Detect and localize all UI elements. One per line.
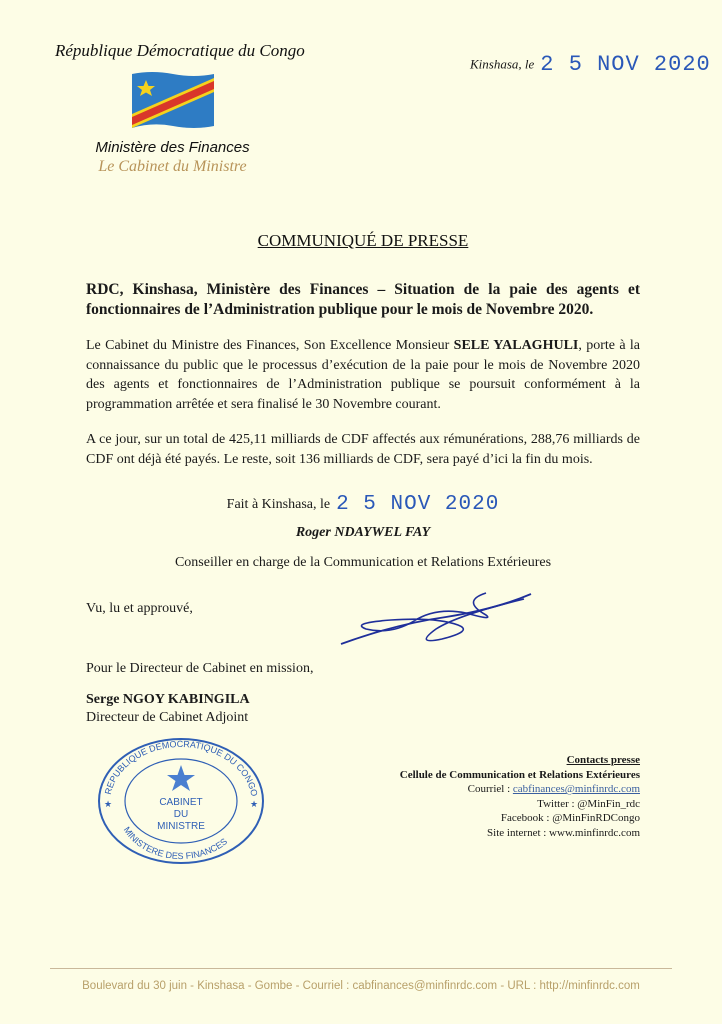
contacts-site: Site internet : www.minfinrdc.com bbox=[487, 826, 640, 839]
seal-contacts-row bbox=[86, 735, 640, 865]
drc-flag-icon bbox=[130, 70, 216, 132]
contacts-email-row bbox=[400, 782, 640, 797]
handwritten-signature-icon bbox=[336, 589, 536, 649]
subject-line: RDC, Kinshasa, Ministère des Finances – Situation de la paie des agents et fonctionnaires de l’Administration publique pour le mois de Novembre 2020. bbox=[86, 281, 640, 318]
contacts-title: Contacts presse bbox=[566, 754, 640, 767]
signature-date-stamp: 2 5 NOV 2020 bbox=[336, 493, 500, 516]
approver-name: Serge NGOY KABINGILA bbox=[86, 692, 250, 708]
on-behalf-text: Pour le Directeur de Cabinet en mission, bbox=[86, 661, 314, 677]
footer-address: Boulevard du 30 juin - Kinshasa - Gombe - Courriel : cabfinances@minfinrdc.com - URL : http://minfinrdc.com bbox=[82, 980, 640, 992]
cabinet-name: Le Cabinet du Ministre bbox=[98, 158, 247, 175]
body-paragraph-1 bbox=[86, 336, 640, 414]
body-text: Le Cabinet du Ministre des Finances, Son Excellence Monsieur bbox=[86, 338, 454, 353]
official-seal-icon bbox=[96, 735, 266, 865]
footer bbox=[0, 968, 722, 993]
approval-text: Vu, lu et approuvé, bbox=[86, 601, 193, 617]
email-label: Courriel : bbox=[467, 783, 513, 796]
main-content bbox=[0, 200, 722, 865]
document-heading: COMMUNIQUÉ DE PRESSE bbox=[257, 231, 469, 250]
contacts-cell: Cellule de Communication et Relations Extérieures bbox=[399, 768, 640, 781]
contacts-facebook: Facebook : @MinFinRDCongo bbox=[500, 812, 640, 825]
fait-label: Fait à Kinshasa, le bbox=[226, 497, 331, 513]
signer-name: Roger NDAYWEL FAY bbox=[295, 525, 431, 541]
body-paragraph-2: A ce jour, sur un total de 425,11 milliards de CDF affectés aux rémunérations, 288,76 milliards de CDF ont déjà été payés. Le reste, soit 136 milliards de CDF, sera payé d’ici la fin du mois. bbox=[86, 432, 640, 467]
seal-center-line-1: CABINET bbox=[159, 797, 203, 809]
date-line bbox=[470, 52, 711, 77]
country-title: République Démocratique du Congo bbox=[55, 41, 305, 60]
seal-center-line-2: DU bbox=[173, 809, 189, 821]
seal-top-text: REPUBLIQUE DEMOCRATIQUE DU CONGO bbox=[102, 739, 260, 798]
fait-line bbox=[86, 495, 640, 515]
approver-role: Directeur de Cabinet Adjoint bbox=[86, 710, 249, 726]
seal-star-icon bbox=[167, 765, 195, 791]
email-link[interactable]: cabfinances@minfinrdc.com bbox=[512, 783, 640, 796]
seal-center-line-3: MINISTRE bbox=[157, 821, 205, 833]
signer-role: Conseiller en charge de la Communication et Relations Extérieures bbox=[174, 555, 552, 571]
body-text: , porte à la connaissance du public que le processus d’exécution de la paie pour le mois de Novembre 2020 des agents et fonctionnaires de l’Administration publique se poursuit conformément à la programmation arrêtée et sera finalisé le 30 Novembre courant. bbox=[86, 338, 641, 412]
letterhead-header bbox=[0, 0, 722, 200]
seal-star-left-icon: ★ bbox=[104, 799, 113, 810]
seal-bottom-text: MINISTERE DES FINANCES bbox=[121, 825, 230, 862]
press-contacts bbox=[400, 735, 640, 840]
approval-row bbox=[86, 599, 640, 639]
seal-star-right-icon: ★ bbox=[250, 799, 259, 810]
ministry-name: Ministère des Finances bbox=[95, 139, 250, 156]
letterhead bbox=[55, 40, 305, 177]
contacts-twitter: Twitter : @MinFin_rdc bbox=[537, 797, 640, 810]
footer-divider bbox=[50, 968, 672, 969]
place-date-label: Kinshasa, le bbox=[470, 56, 535, 72]
date-stamp: 2 5 NOV 2020 bbox=[540, 52, 711, 77]
signature-block bbox=[86, 495, 640, 573]
minister-name: SELE YALAGHULI bbox=[453, 338, 579, 353]
